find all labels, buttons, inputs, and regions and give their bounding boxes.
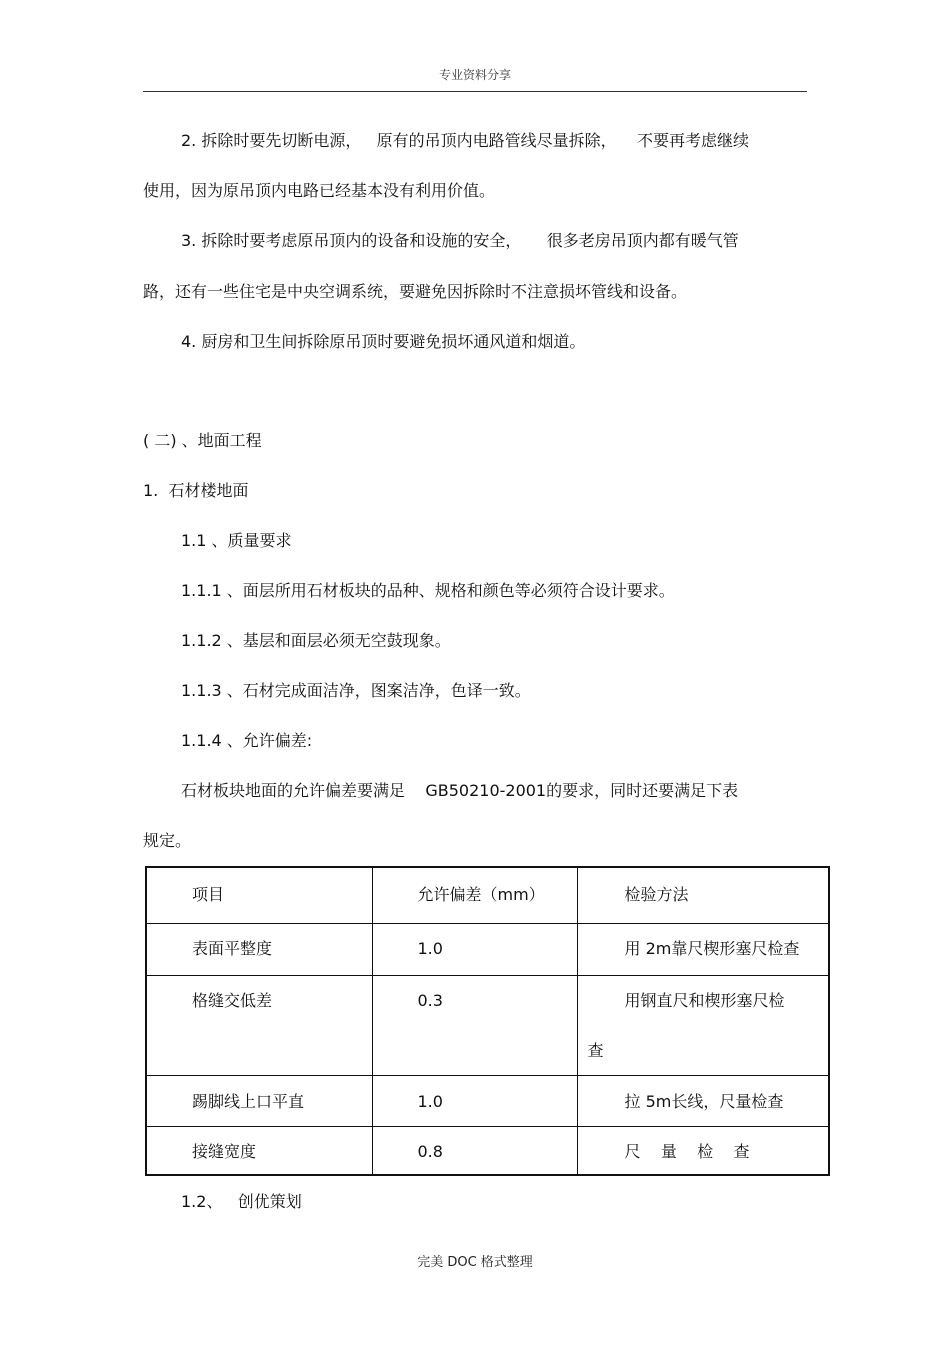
table-cell: 0.3 — [417, 990, 443, 1010]
table-header-cell: 项目 — [192, 885, 225, 904]
table-cell-continuation: 查 — [587, 1040, 604, 1060]
header-divider — [143, 91, 807, 92]
table-cell: 踢脚线上口平直 — [192, 1091, 305, 1111]
table-cell: 拉 5m长线，尺量检查 — [624, 1091, 784, 1111]
table-cell: 格缝交低差 — [192, 990, 273, 1010]
table-cell: 1.0 — [417, 1091, 443, 1111]
table-cell: 表面平整度 — [192, 938, 273, 958]
table-cell: 接缝宽度 — [192, 1141, 257, 1161]
paragraph-line: 路，还有一些住宅是中央空调系统，要避免因拆除时不注意损坏管线和设备。 — [143, 282, 688, 301]
subsection-heading: 1. 石材楼地面 — [143, 481, 249, 500]
paragraph-line: 1.1.1 、面层所用石材板块的品种、规格和颜色等必须符合设计要求。 — [181, 581, 675, 600]
paragraph-line: 石材板块地面的允许偏差要满足 GB50210-2001的要求，同时还要满足下表 — [181, 781, 739, 800]
subsection-heading: 1.1 、质量要求 — [181, 531, 292, 550]
paragraph-line: 1.1.3 、石材完成面洁净，图案洁净，色译一致。 — [181, 681, 531, 700]
table-cell: 用钢直尺和楔形塞尺检 — [624, 990, 785, 1010]
paragraph-line: 2. 拆除时要先切断电源， 原有的吊顶内电路管线尽量拆除， 不要再考虑继续 — [181, 131, 749, 150]
table-header-row — [146, 867, 829, 923]
paragraph-line: 使用，因为原吊顶内电路已经基本没有利用价值。 — [143, 181, 496, 200]
tolerance-table — [145, 866, 830, 1176]
table-row — [146, 975, 829, 1075]
table-cell: 0.8 — [417, 1141, 443, 1161]
paragraph-line: 3. 拆除时要考虑原吊顶内的设备和设施的安全， 很多老房吊顶内都有暖气管 — [181, 231, 739, 250]
paragraph-line: 4. 厨房和卫生间拆除原吊顶时要避免损坏通风道和烟道。 — [181, 332, 586, 351]
table-header-cell: 检验方法 — [624, 885, 689, 904]
table-row — [146, 923, 829, 975]
table-row — [146, 1075, 829, 1126]
paragraph-line: 规定。 — [143, 831, 192, 850]
subsection-heading: 1.2、 创优策划 — [181, 1192, 302, 1211]
table-cell: 用 2m靠尺楔形塞尺检查 — [624, 938, 800, 958]
table-row — [146, 1126, 829, 1175]
section-heading: ( 二) 、地面工程 — [143, 431, 262, 450]
page-header: 专业资料分享 — [438, 68, 511, 82]
table-header-cell: 允许偏差（mm） — [417, 885, 545, 904]
paragraph-line: 1.1.4 、允许偏差: — [181, 731, 313, 750]
paragraph-line: 1.1.2 、基层和面层必须无空鼓现象。 — [181, 631, 451, 650]
table-cell: 尺 量 检 查 — [624, 1141, 750, 1161]
table-cell: 1.0 — [417, 938, 443, 958]
page-footer: 完美 DOC 格式整理 — [417, 1255, 533, 1270]
